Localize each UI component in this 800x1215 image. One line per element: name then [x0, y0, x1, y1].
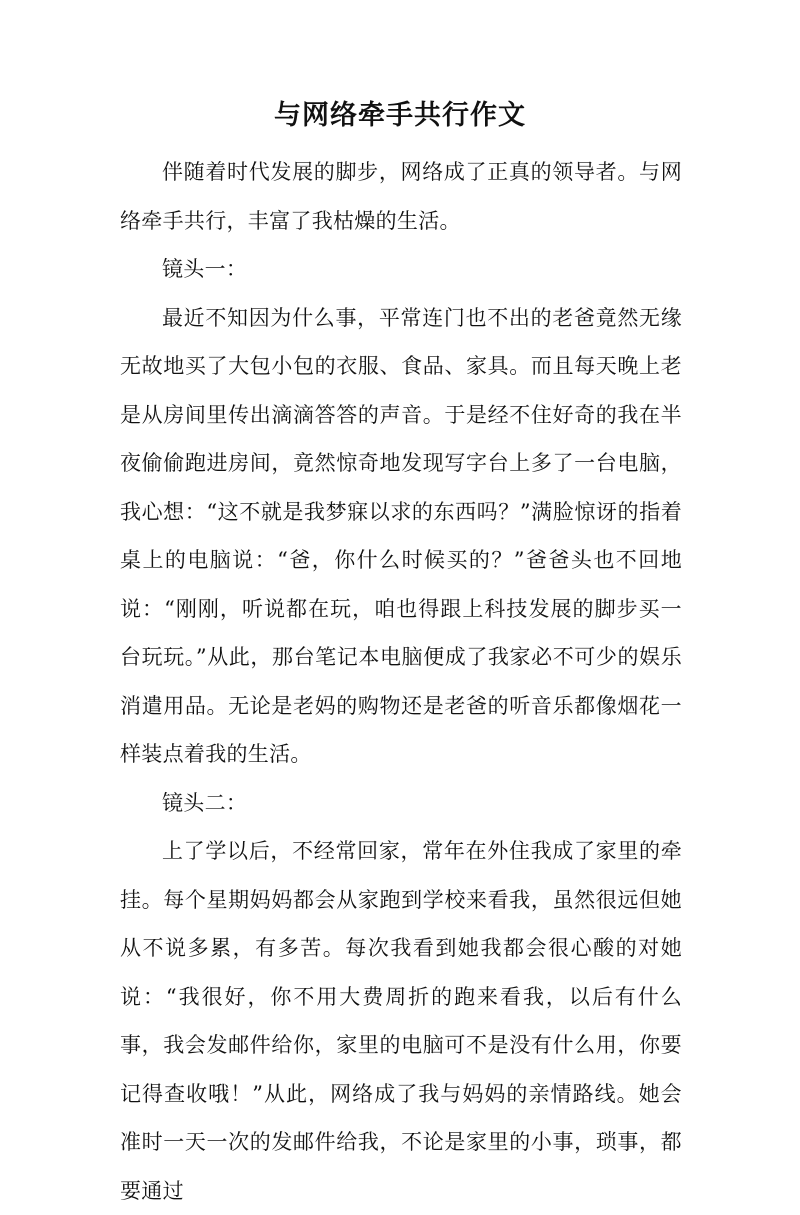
paragraph-scene-one: 最近不知因为什么事，平常连门也不出的老爸竟然无缘无故地买了大包小包的衣服、食品、家具。而且每天晚上老是从房间里传出滴滴答答的声音。于是经不住好奇的我在半夜偷偷跑进房间，竟然惊奇地发现写字台上多了一台电脑，我心想：“这不就是我梦寐以求的东西吗？”满脸惊讶的指着桌上的电脑说：“爸，你什么时候买的？”爸爸头也不回地说：“刚刚，听说都在玩，咱也得跟上科技发展的脚步买一台玩玩。”从此，那台笔记本电脑便成了我家必不可少的娱乐消遣用品。无论是老妈的购物还是老爸的听音乐都像烟花一样装点着我的生活。 — [120, 305, 682, 766]
document-body — [120, 148, 682, 1215]
document-title: 与网络牵手共行作文 — [274, 100, 526, 131]
paragraph-scene-two: 上了学以后，不经常回家，常年在外住我成了家里的牵挂。每个星期妈妈都会从家跑到学校来看我，虽然很远但她从不说多累，有多苦。每次我看到她我都会很心酸的对她说：“我很好，你不用大费周折的跑来看我，以后有什么事，我会发邮件给你，家里的电脑可不是没有什么用，你要记得查收哦！”从此，网络成了我与妈妈的亲情路线。她会准时一天一次的发邮件给我，不论是家里的小事，琐事，都要通过 — [120, 839, 682, 1203]
section-heading-scene-two: 镜头二： — [162, 790, 248, 815]
section-heading-scene-one: 镜头一： — [162, 257, 248, 281]
paragraph-intro: 伴随着时代发展的脚步，网络成了正真的领导者。与网络牵手共行，丰富了我枯燥的生活。 — [120, 160, 682, 233]
